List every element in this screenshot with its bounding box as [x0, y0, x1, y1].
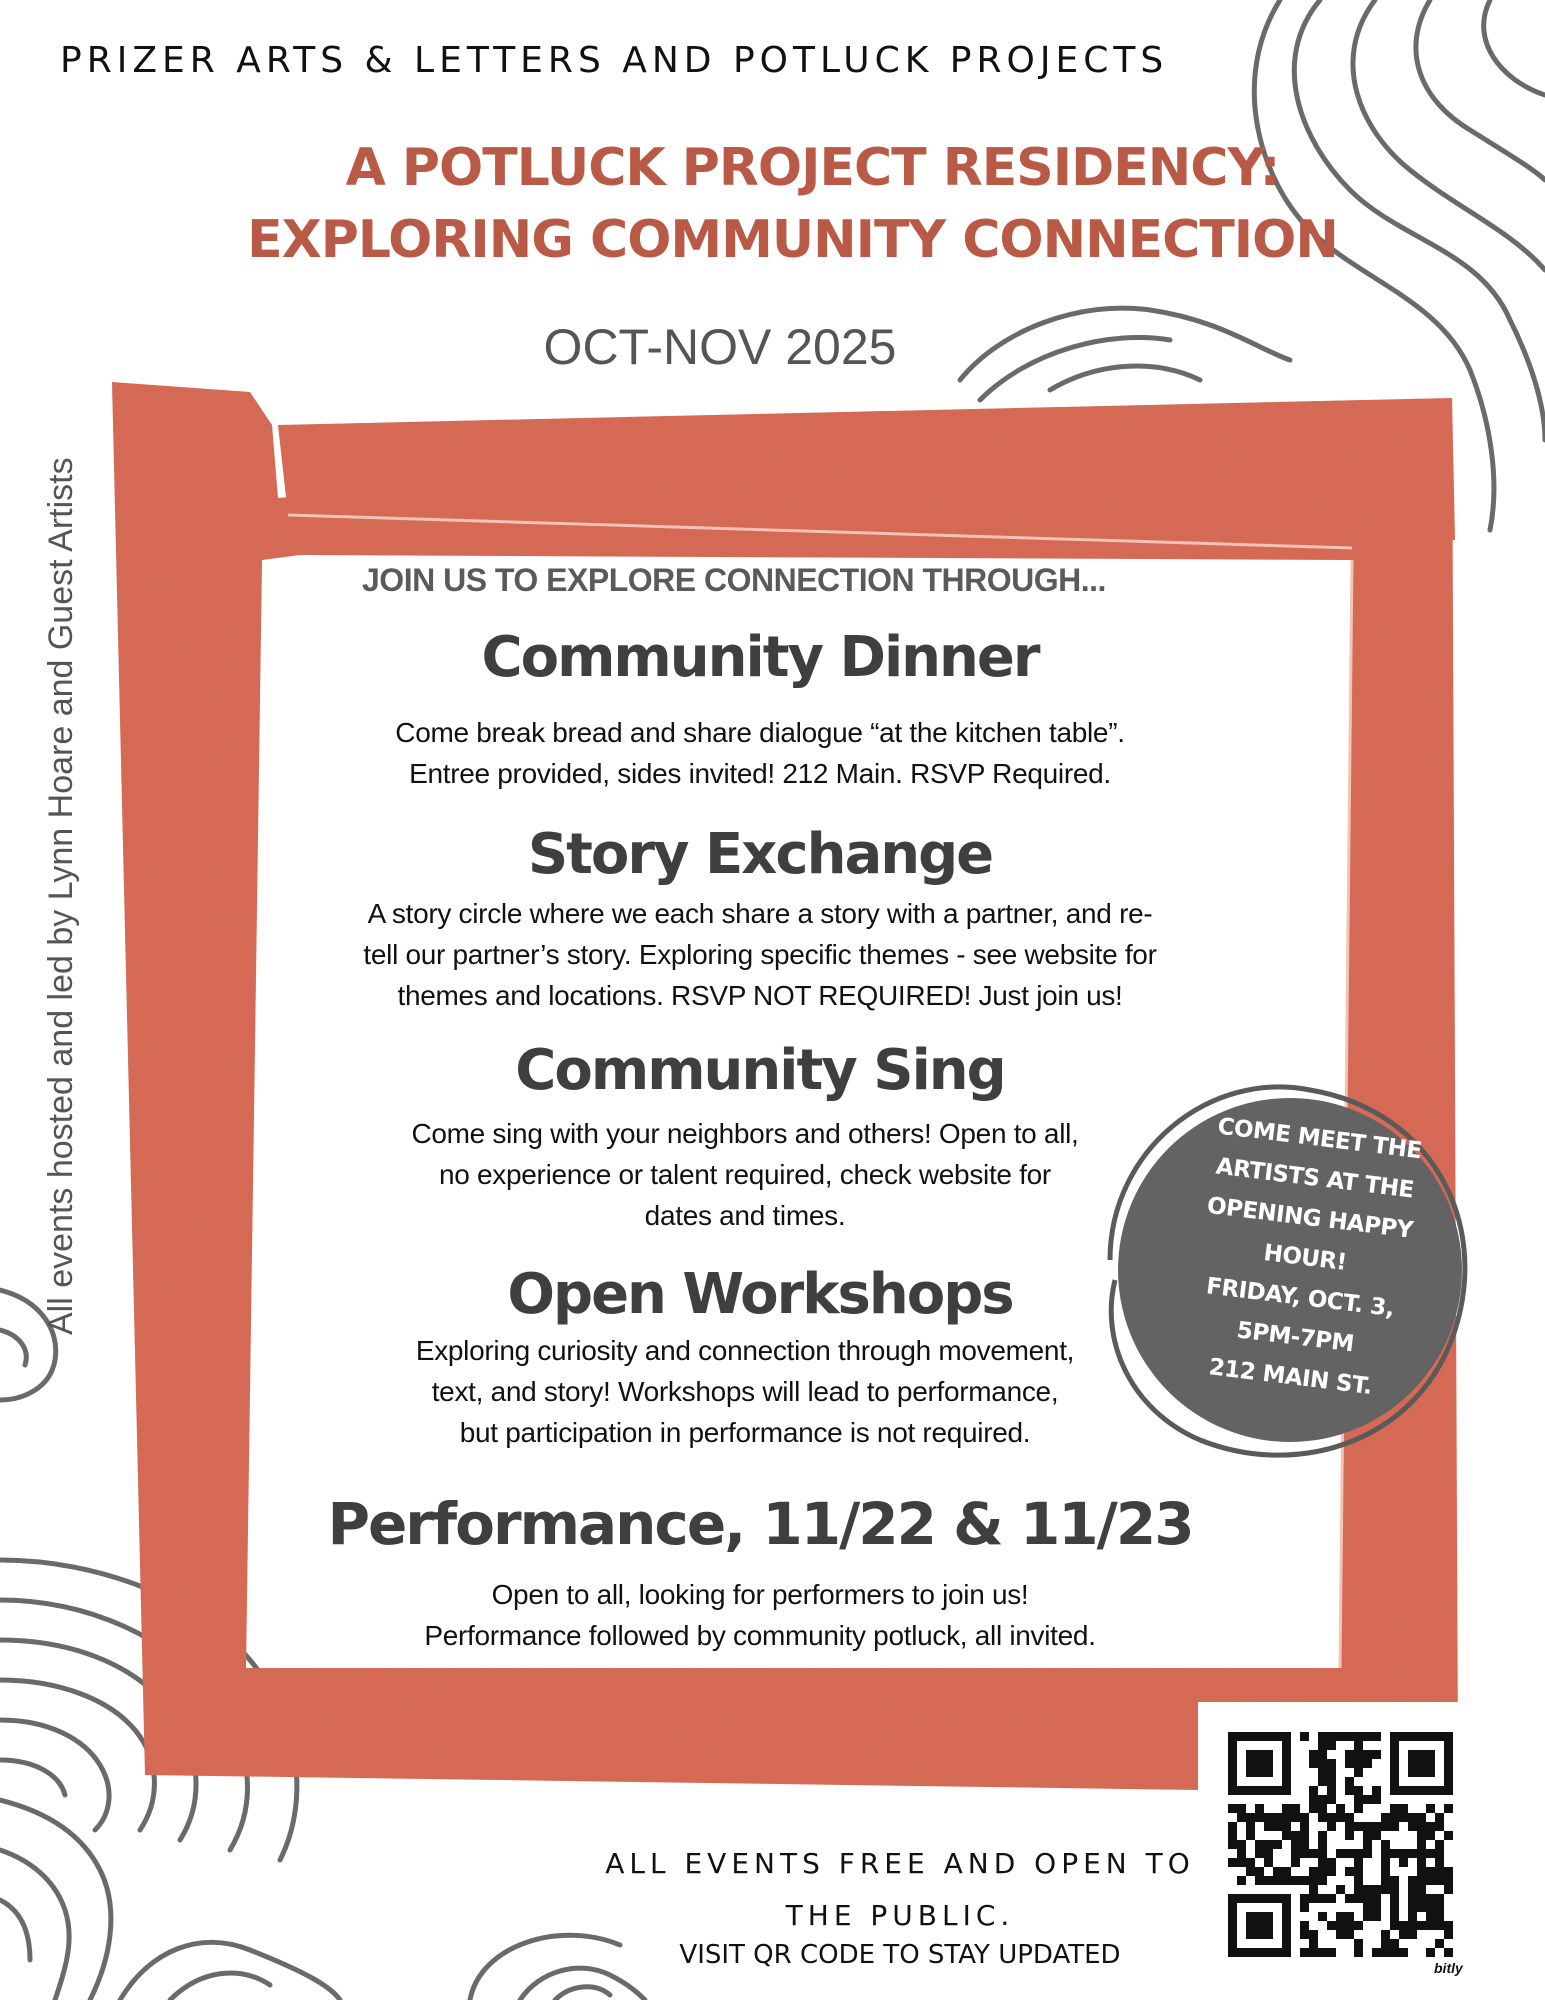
event-description-community-dinner: Come break bread and share dialogue “at the kitchen table”. Entree provided, sides invited! 212 Main. RSVP Required. [395, 717, 1125, 789]
side-note-vertical: All events hosted and led by Lynn Hoare and Guest Artists [42, 457, 80, 1335]
qr-code-panel[interactable] [1198, 1702, 1545, 2000]
event-description-open-workshops: Exploring curiosity and connection through movement, text, and story! Workshops will lead to performance, but participation in performance is not required. [415, 1335, 1075, 1448]
bitly-label: bitly [1434, 1960, 1463, 1976]
event-dates: OCT-NOV 2025 [543, 319, 897, 375]
intro-text: JOIN US TO EXPLORE CONNECTION THROUGH... [362, 562, 1106, 598]
event-description-performance: Open to all, looking for performers to join us! Performance followed by community potluck, all invited. [424, 1579, 1096, 1651]
event-description-story-exchange: A story circle where we each share a story with a partner, and re- tell our partner’s story. Exploring specific themes - see website for themes and locations. RSVP NOT REQUIRED! Just join us! [363, 898, 1157, 1011]
event-heading-open-workshops: Open Workshops [507, 1262, 1013, 1327]
event-heading-performance: Performance, 11/22 & 11/23 [327, 1490, 1193, 1558]
qr-modules [1228, 1732, 1453, 1957]
footer-free-public: ALL EVENTS FREE AND OPEN TO THE PUBLIC. [605, 1847, 1195, 1932]
event-description-community-sing: Come sing with your neighbors and others! Open to all, no experience or talent required, check website for dates and times. [411, 1118, 1079, 1231]
happy-hour-text: COME MEET THE ARTISTS AT THE OPENING HAPPY HOUR! FRIDAY, OCT. 3, 5PM-7PM 212 MAIN ST. [1204, 1113, 1424, 1401]
event-heading-story-exchange: Story Exchange [527, 822, 993, 887]
title-line-2: EXPLORING COMMUNITY CONNECTION [247, 210, 1338, 270]
event-heading-community-dinner: Community Dinner [481, 625, 1039, 690]
title-line-1: A POTLUCK PROJECT RESIDENCY: [345, 138, 1280, 198]
organizer-header: PRIZER ARTS & LETTERS AND POTLUCK PROJECTS [60, 40, 1169, 81]
qr-code[interactable] [1198, 1702, 1545, 2000]
footer-visit-qr: VISIT QR CODE TO STAY UPDATED [679, 1940, 1121, 1970]
event-heading-community-sing: Community Sing [515, 1038, 1005, 1103]
